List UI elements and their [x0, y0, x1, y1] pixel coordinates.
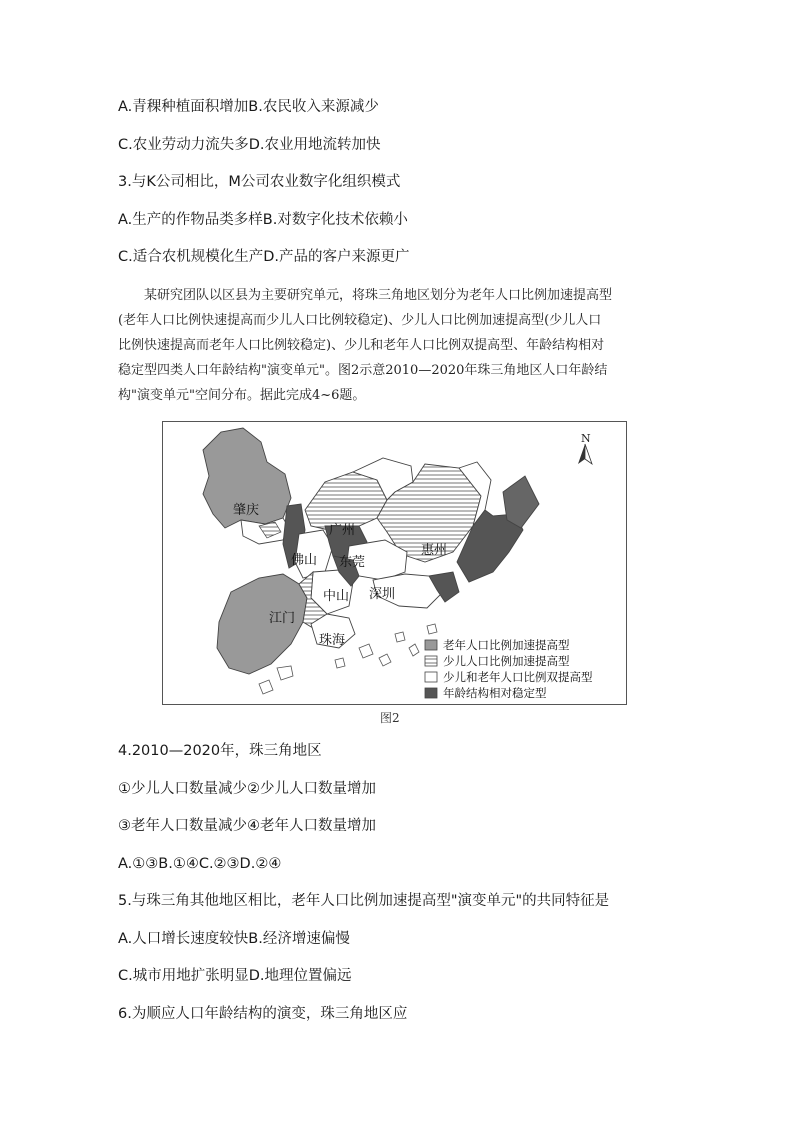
- intro-paragraph: [118, 283, 670, 408]
- q2-options-cd: C.农业劳动力流失多D.农业用地流转加快: [118, 137, 381, 153]
- label-zhongshan: 中山: [323, 589, 350, 604]
- map-legend: [425, 638, 593, 700]
- north-arrow-icon: [578, 444, 592, 464]
- label-zhuhai: 珠海: [319, 633, 346, 648]
- label-shenzhen: 深圳: [369, 587, 396, 602]
- intro-line-2: (老年人口比例快速提高而少儿人口比例较稳定)、少儿人口比例加速提高型(少儿人口: [118, 313, 602, 328]
- label-foshan: 佛山: [291, 553, 318, 568]
- legend-swatch-stable: [425, 688, 437, 698]
- label-dongguan: 东莞: [339, 555, 366, 570]
- intro-line-5: 构"演变单元"空间分布。据此完成4~6题。: [118, 388, 366, 403]
- region-east-dark: [503, 476, 539, 528]
- label-huizhou: 惠州: [421, 543, 448, 558]
- map-svg: [163, 422, 627, 705]
- legend-label-stable: 年龄结构相对稳定型: [443, 686, 547, 700]
- north-label: N: [581, 432, 591, 445]
- q5-stem: 5.与珠三角其他地区相比，老年人口比例加速提高型"演变单元"的共同特征是: [118, 893, 610, 909]
- label-guangzhou: 广州: [329, 523, 356, 538]
- q6-stem: 6.为顺应人口年龄结构的演变，珠三角地区应: [118, 1006, 408, 1022]
- region-guangzhou-north: [305, 472, 387, 530]
- q2-options-ab: A.青稞种植面积增加B.农民收入来源减少: [118, 99, 379, 115]
- legend-swatch-both: [425, 672, 437, 682]
- label-zhaoqing: 肇庆: [233, 503, 260, 518]
- figure-caption: 图2: [380, 711, 400, 725]
- q5-options-cd: C.城市用地扩张明显D.地理位置偏远: [118, 968, 352, 984]
- q3-options-ab: A.生产的作物品类多样B.对数字化技术依赖小: [118, 212, 408, 228]
- intro-line-3: 比例快速提高而老年人口比例较稳定)、少儿和老年人口比例双提高型、年龄结构相对: [118, 338, 605, 353]
- q4-items-3-4: ③老年人口数量减少④老年人口数量增加: [118, 818, 376, 834]
- q4-items-1-2: ①少儿人口数量减少②少儿人口数量增加: [118, 781, 376, 797]
- q3-options-cd: C.适合农机规模化生产D.产品的客户来源更广: [118, 249, 410, 265]
- legend-swatch-children: [425, 656, 437, 666]
- q5-options-ab: A.人口增长速度较快B.经济增速偏慢: [118, 931, 350, 947]
- q3-stem: 3.与K公司相比，M公司农业数字化组织模式: [118, 174, 401, 190]
- legend-label-children: 少儿人口比例加速提高型: [443, 654, 570, 668]
- map-figure: [162, 421, 627, 705]
- intro-line-1: 某研究团队以区县为主要研究单元，将珠三角地区划分为老年人口比例加速提高型: [144, 288, 613, 303]
- legend-label-elderly: 老年人口比例加速提高型: [443, 638, 570, 652]
- q4-options: A.①③B.①④C.②③D.②④: [118, 856, 282, 872]
- q4-stem: 4.2010—2020年，珠三角地区: [118, 743, 322, 759]
- label-jiangmen: 江门: [269, 611, 296, 626]
- legend-swatch-elderly: [425, 640, 437, 650]
- intro-line-4: 稳定型四类人口年龄结构"演变单元"。图2示意2010—2020年珠三角地区人口年龄结: [118, 363, 608, 378]
- legend-label-both: 少儿和老年人口比例双提高型: [443, 670, 593, 684]
